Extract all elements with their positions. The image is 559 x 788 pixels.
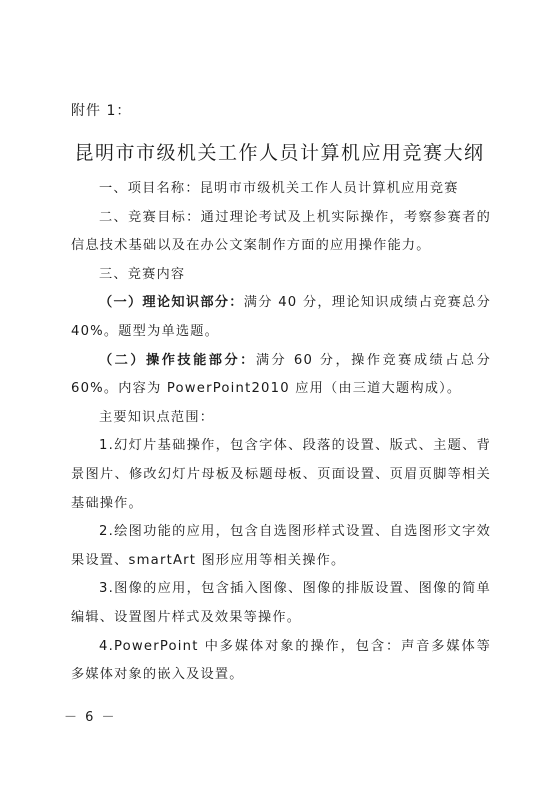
- theory-paragraph: [71, 289, 491, 346]
- skills-value: 满分 60 分，操作竞赛成绩占总分 60%。内容为 PowerPoint2010 应用（由三道大题构成）。: [71, 352, 491, 397]
- goal-paragraph: [71, 204, 491, 261]
- content-heading: 三、竞赛内容: [99, 266, 186, 282]
- skills-paragraph: [71, 347, 491, 404]
- item-name-paragraph: [71, 175, 491, 204]
- item-name-value: 昆明市市级机关工作人员计算机应用竞赛: [199, 181, 459, 196]
- attachment-label: 附件 1：: [71, 103, 132, 119]
- document-body: [71, 175, 491, 690]
- theory-label: （一）理论知识部分：: [99, 295, 244, 311]
- knowledge-point-4: 4.PowerPoint 中多媒体对象的操作，包含：声音多媒体等多媒体对象的嵌入及设置。: [71, 638, 491, 683]
- item-name-label: 一、项目名称：: [99, 181, 200, 196]
- theory-value: 满分 40 分，理论知识成绩占竞赛总分 40%。题型为单选题。: [71, 295, 491, 339]
- page-number: － 6 －: [64, 710, 117, 725]
- knowledge-point-3: 3.图像的应用，包含插入图像、图像的排版设置、图像的简单编辑、设置图片样式及效果等操作。: [71, 581, 491, 625]
- goal-value: 通过理论考试及上机实际操作，考察参赛者的信息技术基础以及在办公文案制作方面的应用操作能力。: [71, 209, 492, 254]
- knowledge-point-2: 2.绘图功能的应用，包含自选图形样式设置、自选图形文字效果设置、smartArt 图形应用等相关操作。: [71, 524, 491, 568]
- knowledge-point-1: 1.幻灯片基础操作，包含字体、段落的设置、版式、主题、背景图片、修改幻灯片母板及标题母板、页面设置、页眉页脚等相关基础操作。: [71, 438, 491, 511]
- goal-label: 二、竞赛目标：: [99, 209, 201, 225]
- scope-heading: 主要知识点范围：: [99, 409, 215, 425]
- document-title: 昆明市市级机关工作人员计算机应用竞赛大纲: [74, 142, 485, 164]
- skills-label: （二）操作技能部分：: [99, 352, 256, 368]
